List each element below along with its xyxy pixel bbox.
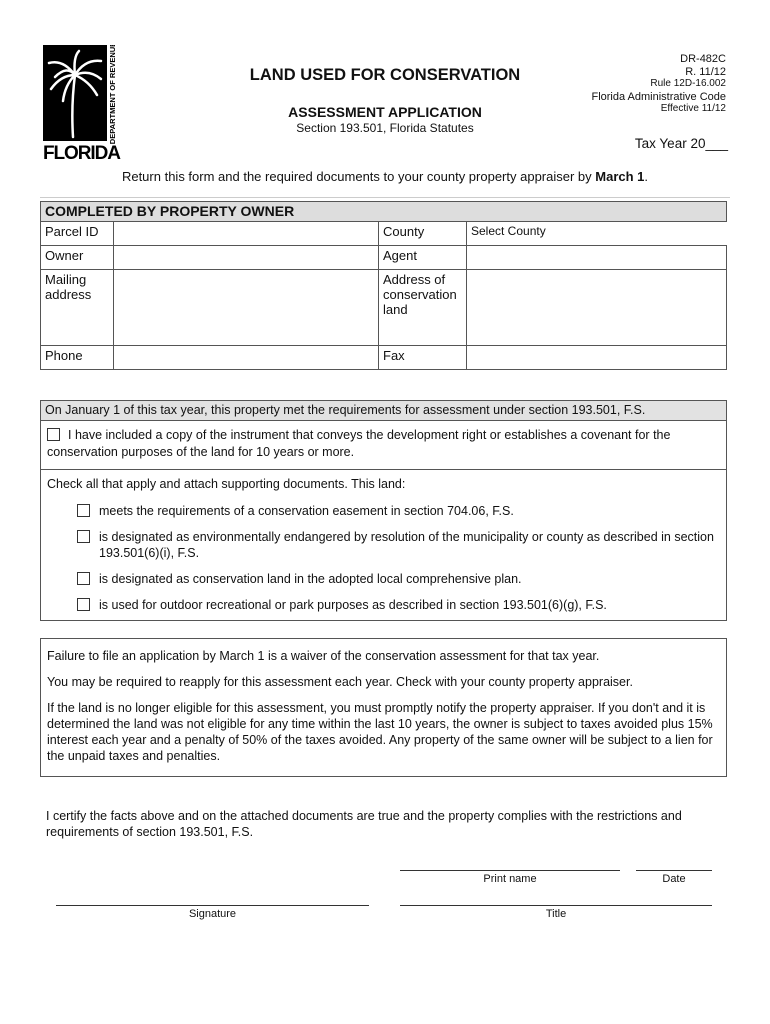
notices-box (40, 638, 727, 777)
date-label: Date (662, 873, 686, 885)
form-info (591, 53, 726, 116)
requirements-section (40, 400, 727, 621)
option-text-1: meets the requirements of a conservation easement in section 704.06, F.S. (99, 504, 514, 518)
check-all-text: Check all that apply and attach supporting documents. This land: (47, 477, 406, 491)
notice-reapply: You may be required to reapply for this assessment each year. Check with your county property appraiser. (47, 675, 633, 689)
date-line[interactable] (636, 870, 712, 871)
form-subtitle: ASSESSMENT APPLICATION (288, 104, 482, 120)
phone-input[interactable] (114, 346, 379, 370)
title-line[interactable] (400, 905, 712, 906)
option-text-2: is designated as environmentally endangered by resolution of the municipality or county as described in section 193.501(6)(i), F.S. (99, 530, 714, 560)
mailing-address-label: Mailing address (41, 270, 114, 346)
instruction-text: Return this form and the required documents to your county property appraiser by (121, 169, 596, 184)
agent-label: Agent (379, 246, 467, 270)
revision: R. 11/12 (685, 65, 726, 78)
print-name-label: Print name (483, 873, 537, 885)
instrument-text: I have included a copy of the instrument that conveys the development right or establishes a covenant for the conservation purposes of the land for 10 years or more. (47, 428, 671, 459)
mailing-address-input[interactable] (114, 270, 379, 346)
fax-input[interactable] (467, 346, 727, 370)
land-address-label: Address of conservation land (379, 270, 467, 346)
option-checkbox-1[interactable] (77, 504, 90, 517)
option-text-4: is used for outdoor recreational or park purposes as described in section 193.501(6)(g), F.S. (99, 598, 607, 612)
florida-dor-logo (43, 45, 123, 161)
svg-text:DEPARTMENT OF REVENUE: DEPARTMENT OF REVENUE (108, 45, 117, 145)
option-checkbox-2[interactable] (77, 530, 90, 543)
rule: Rule 12D-16.002 (650, 78, 726, 89)
section-heading: COMPLETED BY PROPERTY OWNER (41, 202, 727, 222)
parcel-id-label: Parcel ID (41, 222, 114, 246)
option-checkbox-4[interactable] (77, 598, 90, 611)
tax-year-field[interactable]: Tax Year 20___ (634, 136, 728, 151)
agent-input[interactable] (467, 246, 727, 270)
effective-date: Effective 11/12 (660, 103, 726, 114)
form-id: DR-482C (680, 53, 726, 65)
fax-label: Fax (379, 346, 467, 370)
county-label: County (379, 222, 467, 246)
title-label: Title (545, 908, 567, 920)
notice-eligibility: If the land is no longer eligible for this assessment, you must promptly notify the property appraiser. If you don't and it is determined the land was not eligible for any time within the last 10 years, the owner is subject to taxes avoided plus 15% interest each year and a penalty of 50% of the taxes avoided. Any property of the same owner will be subject to a lien for the unpaid taxes and penalties. (47, 701, 713, 763)
county-select[interactable]: Select County (467, 222, 727, 246)
requirements-heading: On January 1 of this tax year, this property met the requirements for assessment under section 193.501, F.S. (41, 401, 726, 421)
signature-label: Signature (188, 908, 237, 920)
form-title: LAND USED FOR CONSERVATION (249, 66, 521, 84)
deadline: March 1 (595, 169, 645, 184)
parcel-id-input[interactable] (114, 222, 379, 246)
print-name-line[interactable] (400, 870, 620, 871)
owner-label: Owner (41, 246, 114, 270)
return-instruction: Return this form and the required documents to your county property appraiser by March 1. (121, 169, 649, 184)
certification-text: I certify the facts above and on the attached documents are true and the property complies with the restrictions and requirements of section 193.501, F.S. (46, 809, 682, 839)
statute-reference: Section 193.501, Florida Statutes (296, 121, 474, 135)
option-text-3: is designated as conservation land in the adopted local comprehensive plan. (99, 572, 522, 586)
instrument-item (41, 421, 726, 470)
admin-code: Florida Administrative Code (591, 90, 726, 103)
owner-info-table (40, 201, 727, 370)
svg-text:FLORIDA: FLORIDA (43, 143, 121, 161)
instrument-checkbox[interactable] (47, 428, 60, 441)
land-address-input[interactable] (467, 270, 727, 346)
land-options (41, 470, 726, 619)
notice-failure: Failure to file an application by March 1 is a waiver of the conservation assessment for that tax year. (47, 649, 600, 663)
option-checkbox-3[interactable] (77, 572, 90, 585)
divider (40, 197, 730, 198)
signature-line[interactable] (56, 905, 369, 906)
phone-label: Phone (41, 346, 114, 370)
owner-input[interactable] (114, 246, 379, 270)
